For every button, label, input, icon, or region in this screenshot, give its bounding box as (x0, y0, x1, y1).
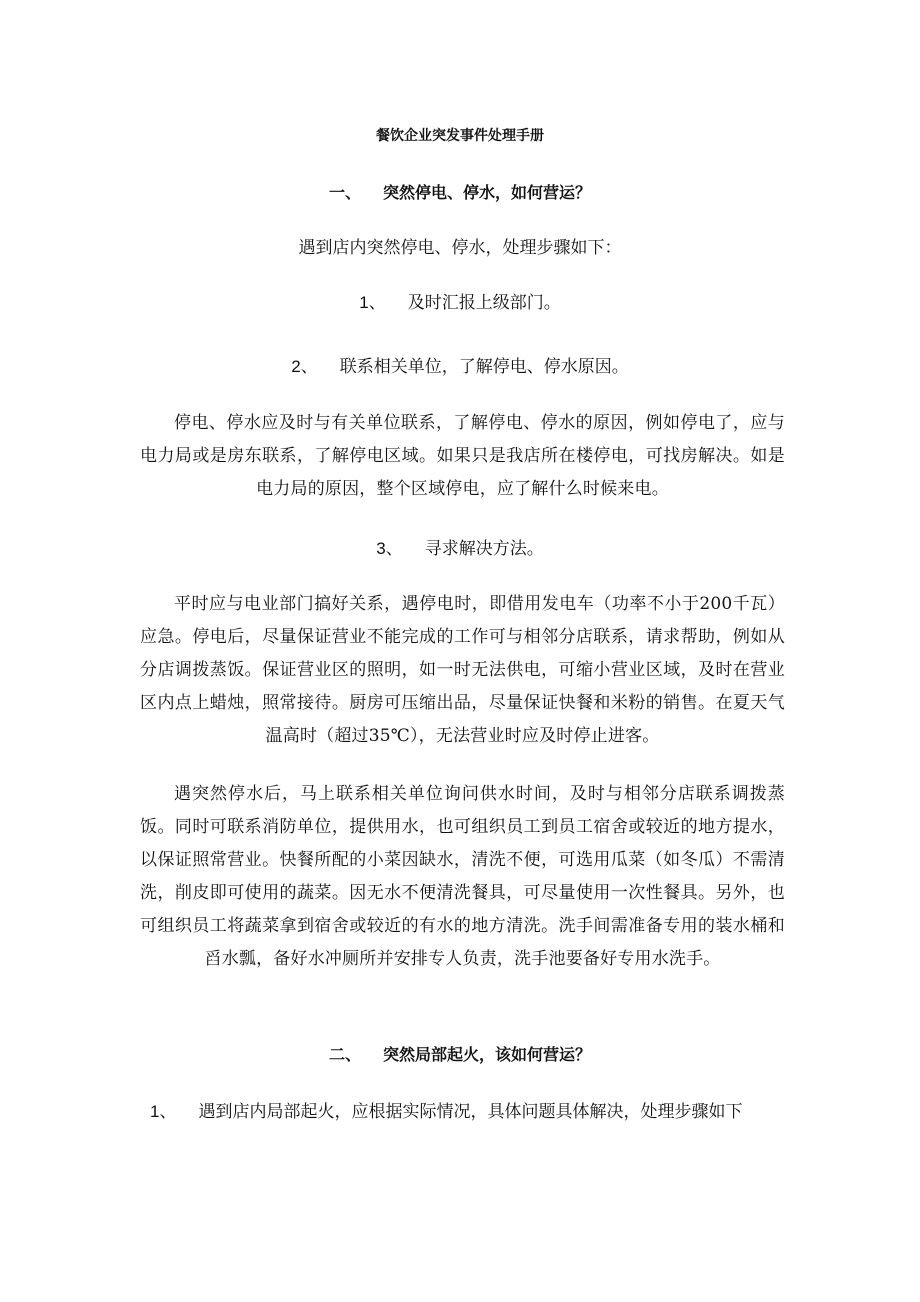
paragraph-power-outage: 平时应与电业部门搞好关系，遇停电时，即借用发电车（功率不小于200千瓦）应急。停电后，尽量保证营业不能完成的工作可与相邻分店联系，请求帮助，例如从分店调拨蒸饭。保证营业区的照明，如一时无法供电，可缩小营业区域，及时在营业区内点上蜡烛，照常接待。厨房可压缩出品，尽量保证快餐和米粉的销售。在夏天气温高时（超过35℃），无法营业时应及时停止进客。 (140, 594, 785, 746)
section1-step-3 (0, 537, 920, 561)
section1-step-1 (0, 291, 920, 315)
document-title (0, 124, 920, 148)
section2-step-1 (150, 1100, 790, 1124)
section1-step-2 (0, 355, 920, 379)
step-number: 1、 (359, 293, 386, 312)
paragraph-contact: 停电、停水应及时与有关单位联系，了解停电、停水的原因，例如停电了，应与电力局或是房东联系，了解停电区域。如果只是我店所在楼停电，可找房解决。如是电力局的原因，整个区域停电，应了解什么时候来电。 (140, 413, 785, 499)
step-number: 1、 (150, 1102, 177, 1121)
step-text: 遇到店内局部起火，应根据实际情况，具体问题具体解决，处理步骤如下 (198, 1102, 743, 1122)
step-number: 3、 (376, 539, 403, 558)
section-heading-2 (0, 1043, 920, 1067)
section-title-1: 突然停电、停水，如何营运？ (383, 183, 592, 202)
section1-intro (0, 236, 920, 260)
paragraph-water-outage: 遇突然停水后，马上联系相关单位询问供水时间，及时与相邻分店联系调拨蒸饭。同时可联系消防单位，提供用水，也可组织员工到员工宿舍或较近的地方提水，以保证照常营业。快餐所配的小菜因缺水，清洗不便，可选用瓜菜（如冬瓜）不需清洗，削皮即可使用的蔬菜。因无水不便清洗餐具，可尽量使用一次性餐具。另外，也可组织员工将蔬菜拿到宿舍或较近的有水的地方清洗。洗手间需准备专用的装水桶和舀水瓢，备好水冲厕所并安排专人负责，洗手池要备好专用水洗手。 (140, 784, 785, 969)
step-text: 及时汇报上级部门。 (407, 293, 561, 313)
step-text: 寻求解决方法。 (424, 539, 544, 559)
section-number-2: 二、 (328, 1045, 361, 1064)
document-title-text: 餐饮企业突发事件处理手册 (376, 128, 544, 144)
step-text: 联系相关单位，了解停电、停水原因。 (339, 357, 629, 377)
section-heading-1 (0, 181, 920, 205)
section1-intro-text: 遇到店内突然停电、停水，处理步骤如下： (298, 238, 622, 258)
step-number: 2、 (291, 357, 318, 376)
section-number-1: 一、 (328, 183, 361, 202)
section-title-2: 突然局部起火，该如何营运？ (383, 1045, 592, 1064)
